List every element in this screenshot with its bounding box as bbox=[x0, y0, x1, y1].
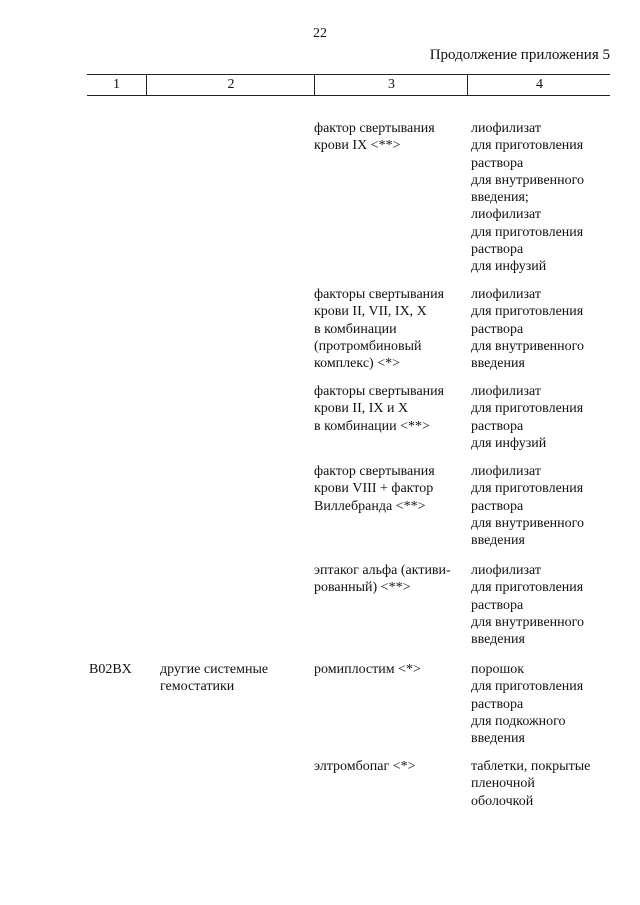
drug-name-line: факторы свертывания bbox=[314, 384, 445, 399]
dosage-form-line: раствора bbox=[471, 418, 524, 434]
drug-name-line: крови II, VII, IX, X bbox=[314, 304, 427, 320]
header-col-1: 1 bbox=[113, 77, 120, 92]
header-col-3: 3 bbox=[314, 75, 468, 95]
group-name-line: другие системные bbox=[160, 662, 269, 677]
page-number: 22 bbox=[313, 26, 327, 41]
continuation-label: Продолжение приложения 5 bbox=[429, 47, 610, 63]
dosage-form-line: для внутривенного bbox=[471, 338, 585, 354]
dosage-form bbox=[471, 758, 616, 810]
dosage-form-line: введения bbox=[471, 533, 525, 549]
drug-name-line: фактор свертывания bbox=[314, 464, 435, 479]
dosage-form-line: для приготовления bbox=[471, 304, 584, 320]
dosage-form bbox=[471, 286, 616, 372]
header-col-4: 4 bbox=[467, 75, 611, 95]
atc-code: B02BX bbox=[89, 662, 132, 677]
drug-name-line: элтромбопаг <*> bbox=[314, 759, 416, 774]
drug-name-line: ромиплостим <*> bbox=[314, 662, 421, 677]
header-col-2: 2 bbox=[146, 75, 315, 95]
drug-name bbox=[314, 661, 466, 678]
drug-name-line: эптаког альфа (активи- bbox=[314, 563, 451, 578]
drug-name-line: рованный) <**> bbox=[314, 580, 411, 596]
drug-name bbox=[314, 383, 466, 435]
dosage-form bbox=[471, 120, 616, 276]
dosage-form-line: для приготовления bbox=[471, 138, 584, 154]
drug-name bbox=[314, 286, 466, 372]
dosage-form bbox=[471, 463, 616, 549]
dosage-form-line: лиофилизат bbox=[471, 464, 542, 479]
dosage-form bbox=[471, 661, 616, 747]
dosage-form-line: раствора bbox=[471, 242, 524, 258]
drug-name bbox=[314, 463, 466, 515]
drug-name bbox=[314, 562, 466, 597]
dosage-form-line: пленочной bbox=[471, 776, 535, 792]
dosage-form-line: для внутривенного bbox=[471, 172, 585, 188]
dosage-form-line: для подкожного bbox=[471, 713, 566, 729]
dosage-form-line: оболочкой bbox=[471, 793, 534, 809]
dosage-form-line: введения; bbox=[471, 190, 529, 206]
drug-name-line: крови VIII + фактор bbox=[314, 481, 434, 497]
dosage-form-line: раствора bbox=[471, 155, 524, 171]
table-header bbox=[87, 74, 610, 96]
dosage-form bbox=[471, 383, 616, 452]
dosage-form-line: лиофилизат bbox=[471, 384, 542, 399]
drug-name-line: в комбинации bbox=[314, 321, 397, 337]
dosage-form-line: раствора bbox=[471, 498, 524, 514]
dosage-form-line: порошок bbox=[471, 662, 525, 677]
drug-name-line: крови II, IX и X bbox=[314, 401, 409, 417]
dosage-form-line: для внутривенного bbox=[471, 614, 585, 630]
dosage-form-line: раствора bbox=[471, 696, 524, 712]
group-name-line: гемостатики bbox=[160, 679, 235, 695]
dosage-form-line: лиофилизат bbox=[471, 563, 542, 578]
drug-name-line: крови IX <**> bbox=[314, 138, 401, 154]
dosage-form-line: для инфузий bbox=[471, 259, 547, 275]
drug-name-line: факторы свертывания bbox=[314, 287, 445, 302]
dosage-form-line: лиофилизат bbox=[471, 287, 542, 302]
dosage-form-line: для приготовления bbox=[471, 481, 584, 497]
dosage-form-line: для внутривенного bbox=[471, 515, 585, 531]
drug-name-line: (протромбиновый bbox=[314, 338, 422, 354]
drug-name-line: Виллебранда <**> bbox=[314, 498, 426, 514]
dosage-form bbox=[471, 562, 616, 648]
dosage-form-line: раствора bbox=[471, 321, 524, 337]
dosage-form-line: таблетки, покрытые bbox=[471, 759, 591, 774]
drug-name bbox=[314, 120, 466, 155]
drug-name-line: в комбинации <**> bbox=[314, 418, 430, 434]
dosage-form-line: для приготовления bbox=[471, 580, 584, 596]
dosage-form-line: для приготовления bbox=[471, 401, 584, 417]
drug-name-line: фактор свертывания bbox=[314, 121, 435, 136]
dosage-form-line: для приготовления bbox=[471, 224, 584, 240]
dosage-form-line: раствора bbox=[471, 597, 524, 613]
dosage-form-line: лиофилизат bbox=[471, 207, 542, 223]
dosage-form-line: введения bbox=[471, 731, 525, 747]
dosage-form-line: для приготовления bbox=[471, 679, 584, 695]
dosage-form-line: для инфузий bbox=[471, 435, 547, 451]
dosage-form-line: введения bbox=[471, 632, 525, 648]
dosage-form-line: лиофилизат bbox=[471, 121, 542, 136]
drug-name bbox=[314, 758, 466, 775]
dosage-form-line: введения bbox=[471, 356, 525, 372]
drug-name-line: комплекс) <*> bbox=[314, 356, 400, 372]
group-name bbox=[160, 661, 310, 696]
